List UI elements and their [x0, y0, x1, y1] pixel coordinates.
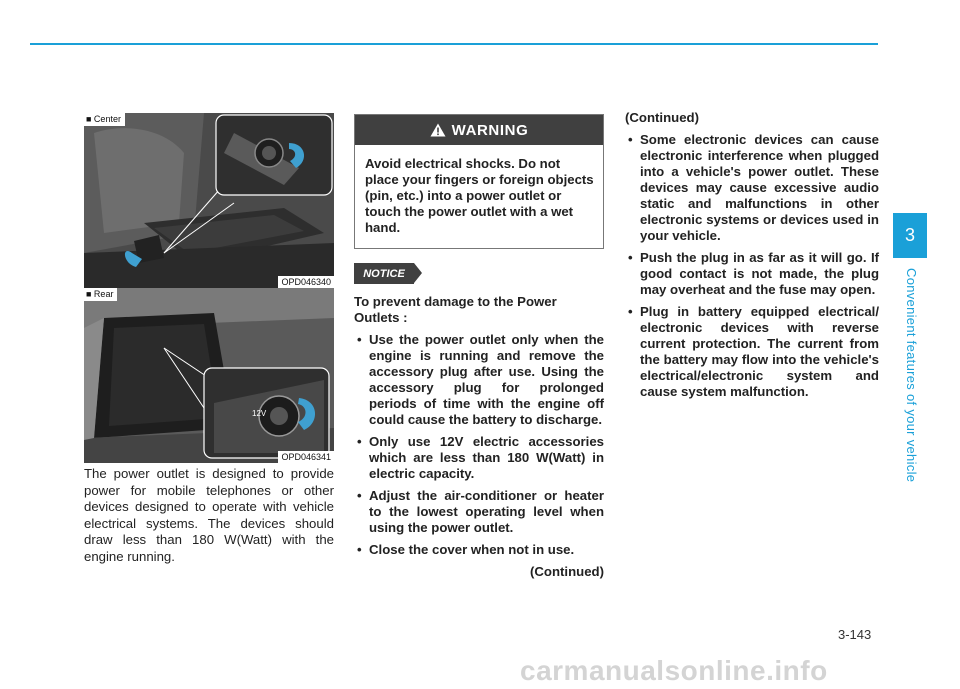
figure-rear-label: ■ Rear: [84, 288, 117, 301]
list-item: • Only use 12V electric accessories which are less than 180 W(Watt) in electric capacity.: [354, 434, 604, 482]
socket-12v-text: 12V: [252, 409, 267, 418]
notice-list: [354, 332, 604, 558]
warning-text: Avoid electrical shocks. Do not place your fingers or foreign objects (pin, etc.) into a power outlet or touch the power outlet with a wet hand.: [365, 156, 594, 235]
rear-cargo-illustration: [84, 288, 334, 463]
warning-triangle-icon: [430, 123, 446, 137]
continued-heading: (Continued): [625, 110, 699, 125]
notice-heading: To prevent damage to the Power Outlets :: [354, 294, 557, 325]
list-item: • Plug in battery equipped electrical/ electronic devices with reverse current protection. The current from the battery may flow into the vehicle's electrical/electronic system and cause system malfunction.: [625, 304, 879, 400]
section-title: Convenient features of your vehicle: [904, 268, 919, 483]
continued-list: [625, 132, 879, 400]
continued-column: [625, 110, 879, 406]
warning-box: [354, 114, 604, 249]
page-number: 3-143: [838, 627, 872, 642]
list-item: • Close the cover when not in use.: [354, 542, 604, 558]
continued-label: (Continued): [530, 564, 604, 579]
rear-outlet-figure: [84, 288, 334, 463]
notice-arrow: [414, 263, 422, 283]
center-console-illustration: [84, 113, 334, 288]
list-item: • Adjust the air-conditioner or heater to the lowest operating level when using the power outlet.: [354, 488, 604, 536]
figure-center-code: OPD046340: [278, 276, 334, 288]
section-number-tab: 3: [893, 213, 927, 258]
watermark: carmanualsonline.info: [520, 655, 828, 686]
figure-center-label: ■ Center: [84, 113, 125, 126]
header-rule: [30, 43, 878, 45]
warning-title: WARNING: [451, 121, 529, 139]
figure-rear-code: OPD046341: [278, 451, 334, 463]
intro-paragraph: The power outlet is designed to provide power for mobile telephones or other devices designed to operate with vehicle electrical systems. The devices should draw less than 180 W(Watt) with the engine running.: [84, 466, 334, 564]
list-item: • Push the plug in as far as it will go. If good contact is not made, the plug may overheat and the fuse may open.: [625, 250, 879, 298]
notice-label: NOTICE: [354, 263, 414, 284]
list-item: • Some electronic devices can cause electronic interference when plugged into a vehicle's power outlet. These devices may cause excessive audio static and malfunctions in other electronic systems or devices used in your vehicle.: [625, 132, 879, 244]
warning-header: [355, 115, 603, 145]
notice-content: [354, 294, 604, 580]
center-outlet-figure: [84, 113, 334, 288]
list-item: • Use the power outlet only when the engine is running and remove the accessory plug after use. Using the accessory plug for prolonged periods of time with the engine off could cause the battery to discharge.: [354, 332, 604, 428]
notice-badge: [354, 263, 422, 284]
